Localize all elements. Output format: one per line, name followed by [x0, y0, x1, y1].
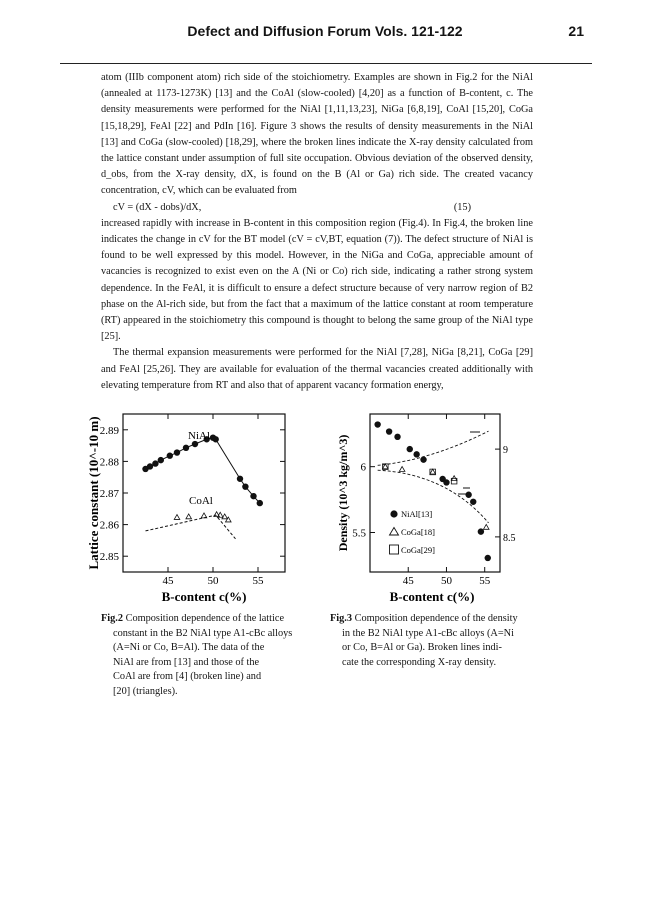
fig3-arrows	[458, 432, 480, 494]
legend-label-nial: NiAl[13]	[401, 509, 433, 519]
fig3-point-nial	[443, 479, 449, 485]
fig2-point-coal	[174, 515, 180, 520]
fig2-chart	[80, 408, 305, 608]
fig2-xtick-label: 55	[252, 575, 264, 587]
fig3-ytick-right-label: 9	[503, 445, 508, 457]
fig3-point-nial	[420, 456, 426, 462]
fig3-point-coga18	[399, 467, 405, 472]
fig3-point-nial	[413, 451, 419, 457]
legend-marker-coga18	[390, 528, 399, 536]
legend-label-coga29: CoGa[29]	[401, 545, 435, 555]
fig2-label-coal: CoAl	[189, 495, 213, 507]
fig3-ytick-left-label: 5.5	[352, 527, 366, 540]
fig2-ytick-label: 2.85	[99, 551, 119, 564]
fig3-point-nial	[465, 492, 471, 498]
fig3-xray-density-line	[378, 431, 489, 465]
fig3-xtick-label: 50	[440, 575, 452, 587]
fig3-legend	[390, 509, 436, 555]
fig2-point-nial	[158, 457, 164, 463]
paragraph-1: atom (IIIb component atom) rich side of the stoichiometry. Examples are shown in Fig.2 for the NiAl (annealed at 1173-1273K) [13] and the CoAl (slow-cooled) [4,20] as a function of B-content, c. The density measurements were performed for the NiAl [1,11,13,23], NiGa [6,8,19], CoAl [15,20], CoGa [15,18,29], FeAl [22] and PdIn [16]. Figure 3 shows the results of density measurements in the NiAl [13] and CoGa (slow-cooled) [18,29], where the broken lines indicate the X-ray density calculated from the lattice constant under assumption of full site occupation. Obvious deviation of the observed density, d_obs, from the X-ray density, dX, is found on the B (Al or Ga) rich side. The created vacancy concentration, cV, which can be evaluated from	[101, 72, 534, 197]
fig3-ytick-right-label: 8.5	[503, 532, 516, 544]
fig3-point-nial	[470, 499, 476, 505]
fig3-point-nial	[485, 555, 491, 561]
fig2-point-nial	[237, 476, 243, 482]
fig2-xlabel: B-content c(%)	[161, 589, 247, 604]
fig2-series-line	[146, 438, 260, 503]
fig2-point-coal	[201, 513, 207, 518]
legend-marker-coga29	[390, 545, 399, 554]
fig3-caption: Fig.3 Composition dependence of the density in the B2 NiAl type A1-cBc alloys (A=Ni or Co, B=Al or Ga). Broken lines indi- cate the corresponding X-ray density.	[330, 613, 518, 668]
fig3-chart	[330, 408, 535, 608]
equation-15: cV = (dX - dobs)/dX, (15)	[113, 201, 471, 213]
fig2-xtick-label: 50	[207, 575, 219, 587]
fig2-point-nial	[147, 463, 153, 469]
fig2-point-nial	[167, 453, 173, 459]
fig3-xlabel: B-content c(%)	[389, 589, 475, 604]
fig2-point-coal	[226, 517, 232, 522]
journal-header: Defect and Diffusion Forum Vols. 121-122	[187, 23, 463, 39]
fig2-label-nial: NiAl	[188, 430, 210, 442]
fig2-ytick-label: 2.89	[99, 424, 119, 437]
fig2-point-nial	[183, 445, 189, 451]
fig2-ytick-label: 2.86	[99, 519, 119, 532]
paragraph-3: The thermal expansion measurements were performed for the NiAl [7,28], NiGa [8,21], CoGa [29] and FeAl [25,26]. They are available for evaluation of the thermal vacancies created additionally with elevating temperature from RT and also that of apparent vacancy formation energy,	[101, 347, 533, 391]
header-rule	[60, 63, 592, 64]
fig3-point-nial	[407, 446, 413, 452]
fig3-xtick-label: 45	[402, 575, 414, 587]
fig3-ytick-left-label: 6	[360, 461, 366, 474]
fig3-point-coga18	[430, 469, 436, 474]
fig2-caption: Fig.2 Composition dependence of the lattice constant in the B2 NiAl type A1-cBc alloys (A=Ni or Co, B=Al). The data of the NiAl are from [13] and those of the CoAl are from [4] (broken line) and [20] (triangles).	[101, 613, 293, 697]
fig2-point-nial	[174, 449, 180, 455]
fig2-point-nial	[257, 500, 263, 506]
fig3-point-nial	[386, 428, 392, 434]
body-text	[101, 70, 533, 394]
fig3-xtick-label: 55	[479, 575, 491, 587]
fig3-point-nial	[394, 434, 400, 440]
fig2-xtick-label: 45	[162, 575, 174, 587]
fig2-ylabel: Lattice constant (10^-10 m)	[86, 416, 101, 570]
paragraph-2: increased rapidly with increase in B-content in this composition region (Fig.4). In Fig.4, the broken line indicates the change in cV for the BT model (cV = cV,BT, equation (7)). The defect structure of NiAl is found to be well expressed by this model. However, in the NiGa and CoGa, appreciable amount of vacancies is recognized to exist even on the A (Ni or Co) rich side, indicating a rather strong system dependence. In the FeAl, it is difficult to ensure a defect structure because of very narrow region of B2 phase on the Al-rich side, but from the fact that a maximum of the lattice constant at room temperature (RT) appeared in the stoichiometry this compound is thought to belong the same group of the NiAl type [25].	[101, 217, 534, 343]
page-number: 21	[568, 23, 584, 39]
fig2-ytick-label: 2.87	[99, 488, 119, 500]
fig2-point-coal	[186, 514, 192, 519]
legend-marker-nial	[390, 510, 397, 517]
fig2-point-nial	[213, 436, 219, 442]
legend-label-coga18: CoGa[18]	[401, 527, 435, 537]
fig2-ytick-label: 2.88	[99, 456, 119, 469]
fig2-point-nial	[152, 460, 158, 466]
fig2-point-nial	[250, 493, 256, 499]
fig3-point-nial	[374, 421, 380, 427]
fig3-point-coga18	[483, 524, 489, 529]
fig2-point-nial	[242, 483, 248, 489]
fig3-ylabel: Density (10^3 kg/m^3)	[336, 434, 350, 552]
